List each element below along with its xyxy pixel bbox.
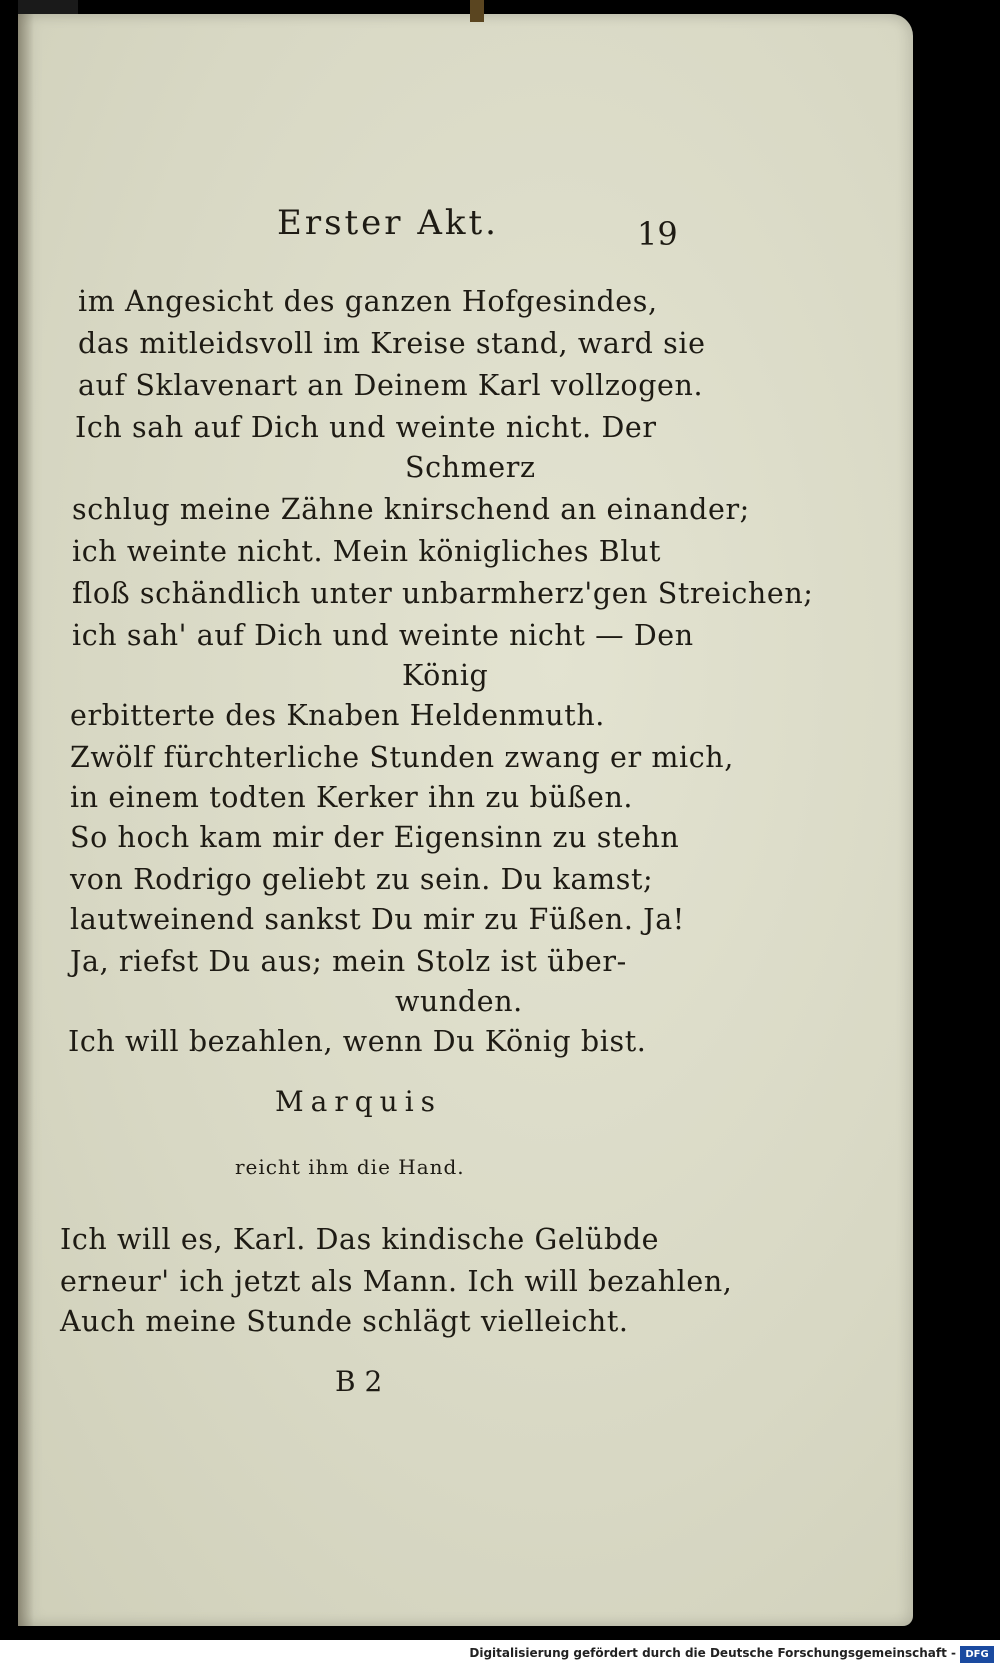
text-line: Ich sah auf Dich und weinte nicht. Der (75, 411, 657, 444)
text-line: Ich will bezahlen, wenn Du König bist. (68, 1025, 647, 1058)
text-line: im Angesicht des ganzen Hofgesindes, (78, 285, 658, 318)
signature-mark: B 2 (335, 1365, 383, 1398)
text-line: auf Sklavenart an Deinem Karl vollzogen. (78, 369, 704, 402)
text-line: in einem todten Kerker ihn zu büßen. (70, 781, 634, 814)
text-line: floß schändlich unter unbarmherz'gen Streichen; (72, 577, 814, 610)
text-line: von Rodrigo geliebt zu sein. Du kamst; (70, 863, 654, 896)
text-line-continuation: Schmerz (405, 451, 536, 484)
text-line-continuation: wunden. (395, 985, 523, 1018)
running-header: Erster Akt. (277, 203, 499, 243)
text-line: So hoch kam mir der Eigensinn zu stehn (70, 821, 680, 854)
text-line: lautweinend sankst Du mir zu Füßen. Ja! (70, 903, 685, 936)
book-page (18, 14, 913, 1626)
text-line: Ich will es, Karl. Das kindische Gelübde (60, 1223, 660, 1256)
text-line: Zwölf fürchterliche Stunden zwang er mich, (70, 741, 734, 774)
text-line: Auch meine Stunde schlägt vielleicht. (60, 1305, 629, 1338)
text-line: ich sah' auf Dich und weinte nicht — Den (72, 619, 694, 652)
top-edge-strip (18, 0, 78, 14)
page-number: 19 (637, 215, 678, 253)
text-line: Ja, riefst Du aus; mein Stolz ist über- (70, 945, 627, 978)
text-line-continuation: König (402, 659, 489, 692)
text-line: ich weinte nicht. Mein königliches Blut (72, 535, 662, 568)
speaker-name: Marquis (275, 1085, 443, 1118)
text-line: das mitleidsvoll im Kreise stand, ward sie (78, 327, 706, 360)
text-line: erneur' ich jetzt als Mann. Ich will bezahlen, (60, 1265, 733, 1298)
footer-bar (0, 1640, 1000, 1670)
page-fold-shadow (18, 14, 34, 1626)
stage-direction: reicht ihm die Hand. (235, 1155, 465, 1179)
text-line: schlug meine Zähne knirschend an einander; (72, 493, 750, 526)
footer-credit: Digitalisierung gefördert durch die Deutsche Forschungsgemeinschaft - (469, 1646, 956, 1660)
text-line: erbitterte des Knaben Heldenmuth. (70, 699, 605, 732)
bookmark-tab (470, 0, 484, 22)
dfg-logo: DFG (960, 1646, 994, 1663)
